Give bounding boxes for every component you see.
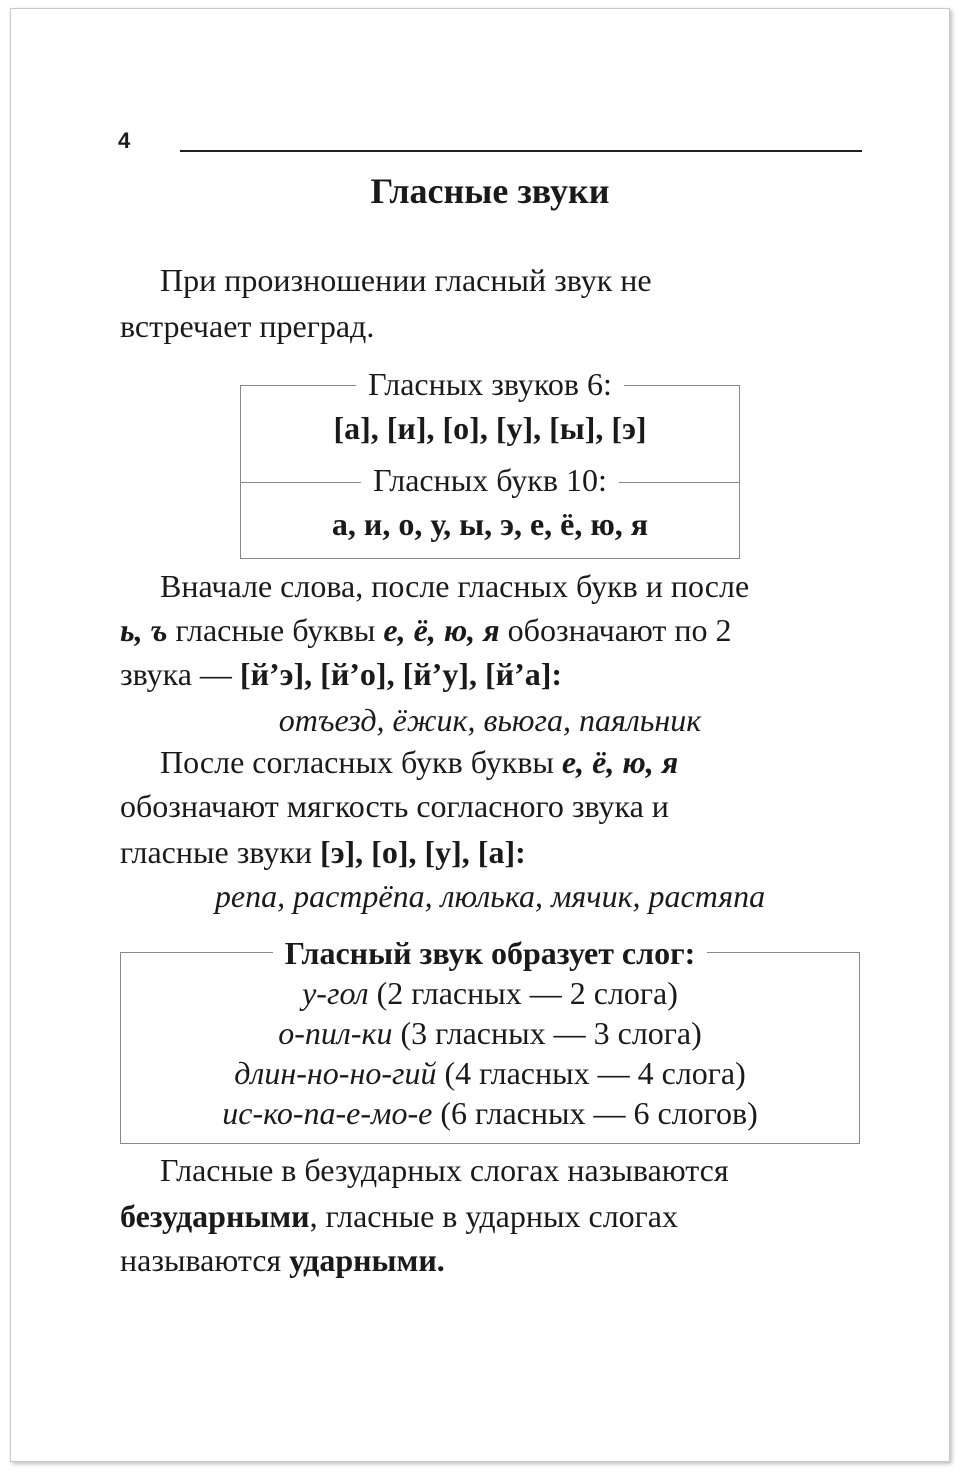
syllable-row: [121, 1013, 859, 1053]
syllable-row: [121, 1053, 859, 1093]
softness-line-1: [120, 740, 860, 784]
softness-letters: е, ё, ю, я: [561, 744, 679, 780]
syllable-box: [120, 935, 860, 1144]
intro-line-1: При произношении гласный звук не: [160, 262, 652, 298]
stress-line-3-text: называются: [120, 1242, 290, 1278]
iotated-line-3-text: звука —: [120, 656, 240, 692]
stress-line-1: Гласные в безударных слогах называются: [160, 1152, 729, 1188]
softness-line-3: [120, 830, 860, 874]
iotated-line-2-end: обозначают по 2: [499, 612, 732, 648]
syllable-row: [121, 973, 859, 1013]
syllable-box-heading: Гласный звук образует слог:: [121, 933, 859, 973]
softness-line-2: обозначают мягкость согласного звука и: [120, 788, 669, 824]
iotated-line-1: Вначале слова, после гласных букв и после: [160, 568, 750, 604]
syllable-word: ис-ко-па-е-мо-е: [222, 1095, 433, 1131]
stressed-term: ударными.: [289, 1242, 445, 1278]
unstressed-term: безударными: [120, 1198, 310, 1234]
syllable-row: [121, 1093, 859, 1133]
syllable-note: (6 гласных — 6 слогов): [432, 1095, 758, 1131]
syllable-note: (3 гласных — 3 слога): [392, 1015, 702, 1051]
softness-examples: репа, растрёпа, люлька, мячик, растяпа: [214, 878, 766, 914]
iotated-line-2: [120, 608, 860, 652]
vowel-sounds-list: [а], [и], [о], [у], [ы], [э]: [333, 410, 647, 446]
syllable-word: о-пил-ки: [278, 1015, 393, 1051]
stress-line-2-text: , гласные в ударных слогах: [309, 1198, 678, 1234]
syllable-note: (4 гласных — 4 слога): [436, 1055, 746, 1091]
syllable-note: (2 гласных — 2 слога): [368, 975, 678, 1011]
soft-signs: ь, ъ: [120, 612, 168, 648]
vowel-letters-list: а, и, о, у, ы, э, е, ё, ю, я: [331, 506, 649, 542]
iotated-examples: отъезд, ёжик, вьюга, паяльник: [278, 702, 702, 738]
stress-line-3: [120, 1238, 860, 1282]
iotated-line-2-text: гласные буквы: [167, 612, 384, 648]
iotated-line-3: [120, 652, 860, 696]
syllable-word: длин-но-но-гий: [234, 1055, 437, 1091]
iotated-sounds: [й’э], [й’о], [й’у], [й’а]:: [239, 656, 563, 692]
iotated-letters: е, ё, ю, я: [383, 612, 500, 648]
page-title: Гласные звуки: [370, 171, 610, 211]
vowel-sounds-heading: Гласных звуков 6:: [241, 364, 739, 404]
stress-line-2: [120, 1194, 860, 1238]
softness-line-1-text: После согласных букв буквы: [160, 744, 562, 780]
softness-line-3-text: гласные звуки: [120, 834, 321, 870]
vowel-box: [240, 366, 740, 559]
intro-line-2: встречает преград.: [120, 308, 375, 344]
vowel-letters-heading: Гласных букв 10:: [241, 460, 739, 500]
header-rule: [180, 150, 862, 152]
syllable-word: у-гол: [302, 975, 369, 1011]
page-number: 4: [118, 128, 131, 153]
softness-sounds: [э], [о], [у], [а]:: [320, 834, 526, 870]
